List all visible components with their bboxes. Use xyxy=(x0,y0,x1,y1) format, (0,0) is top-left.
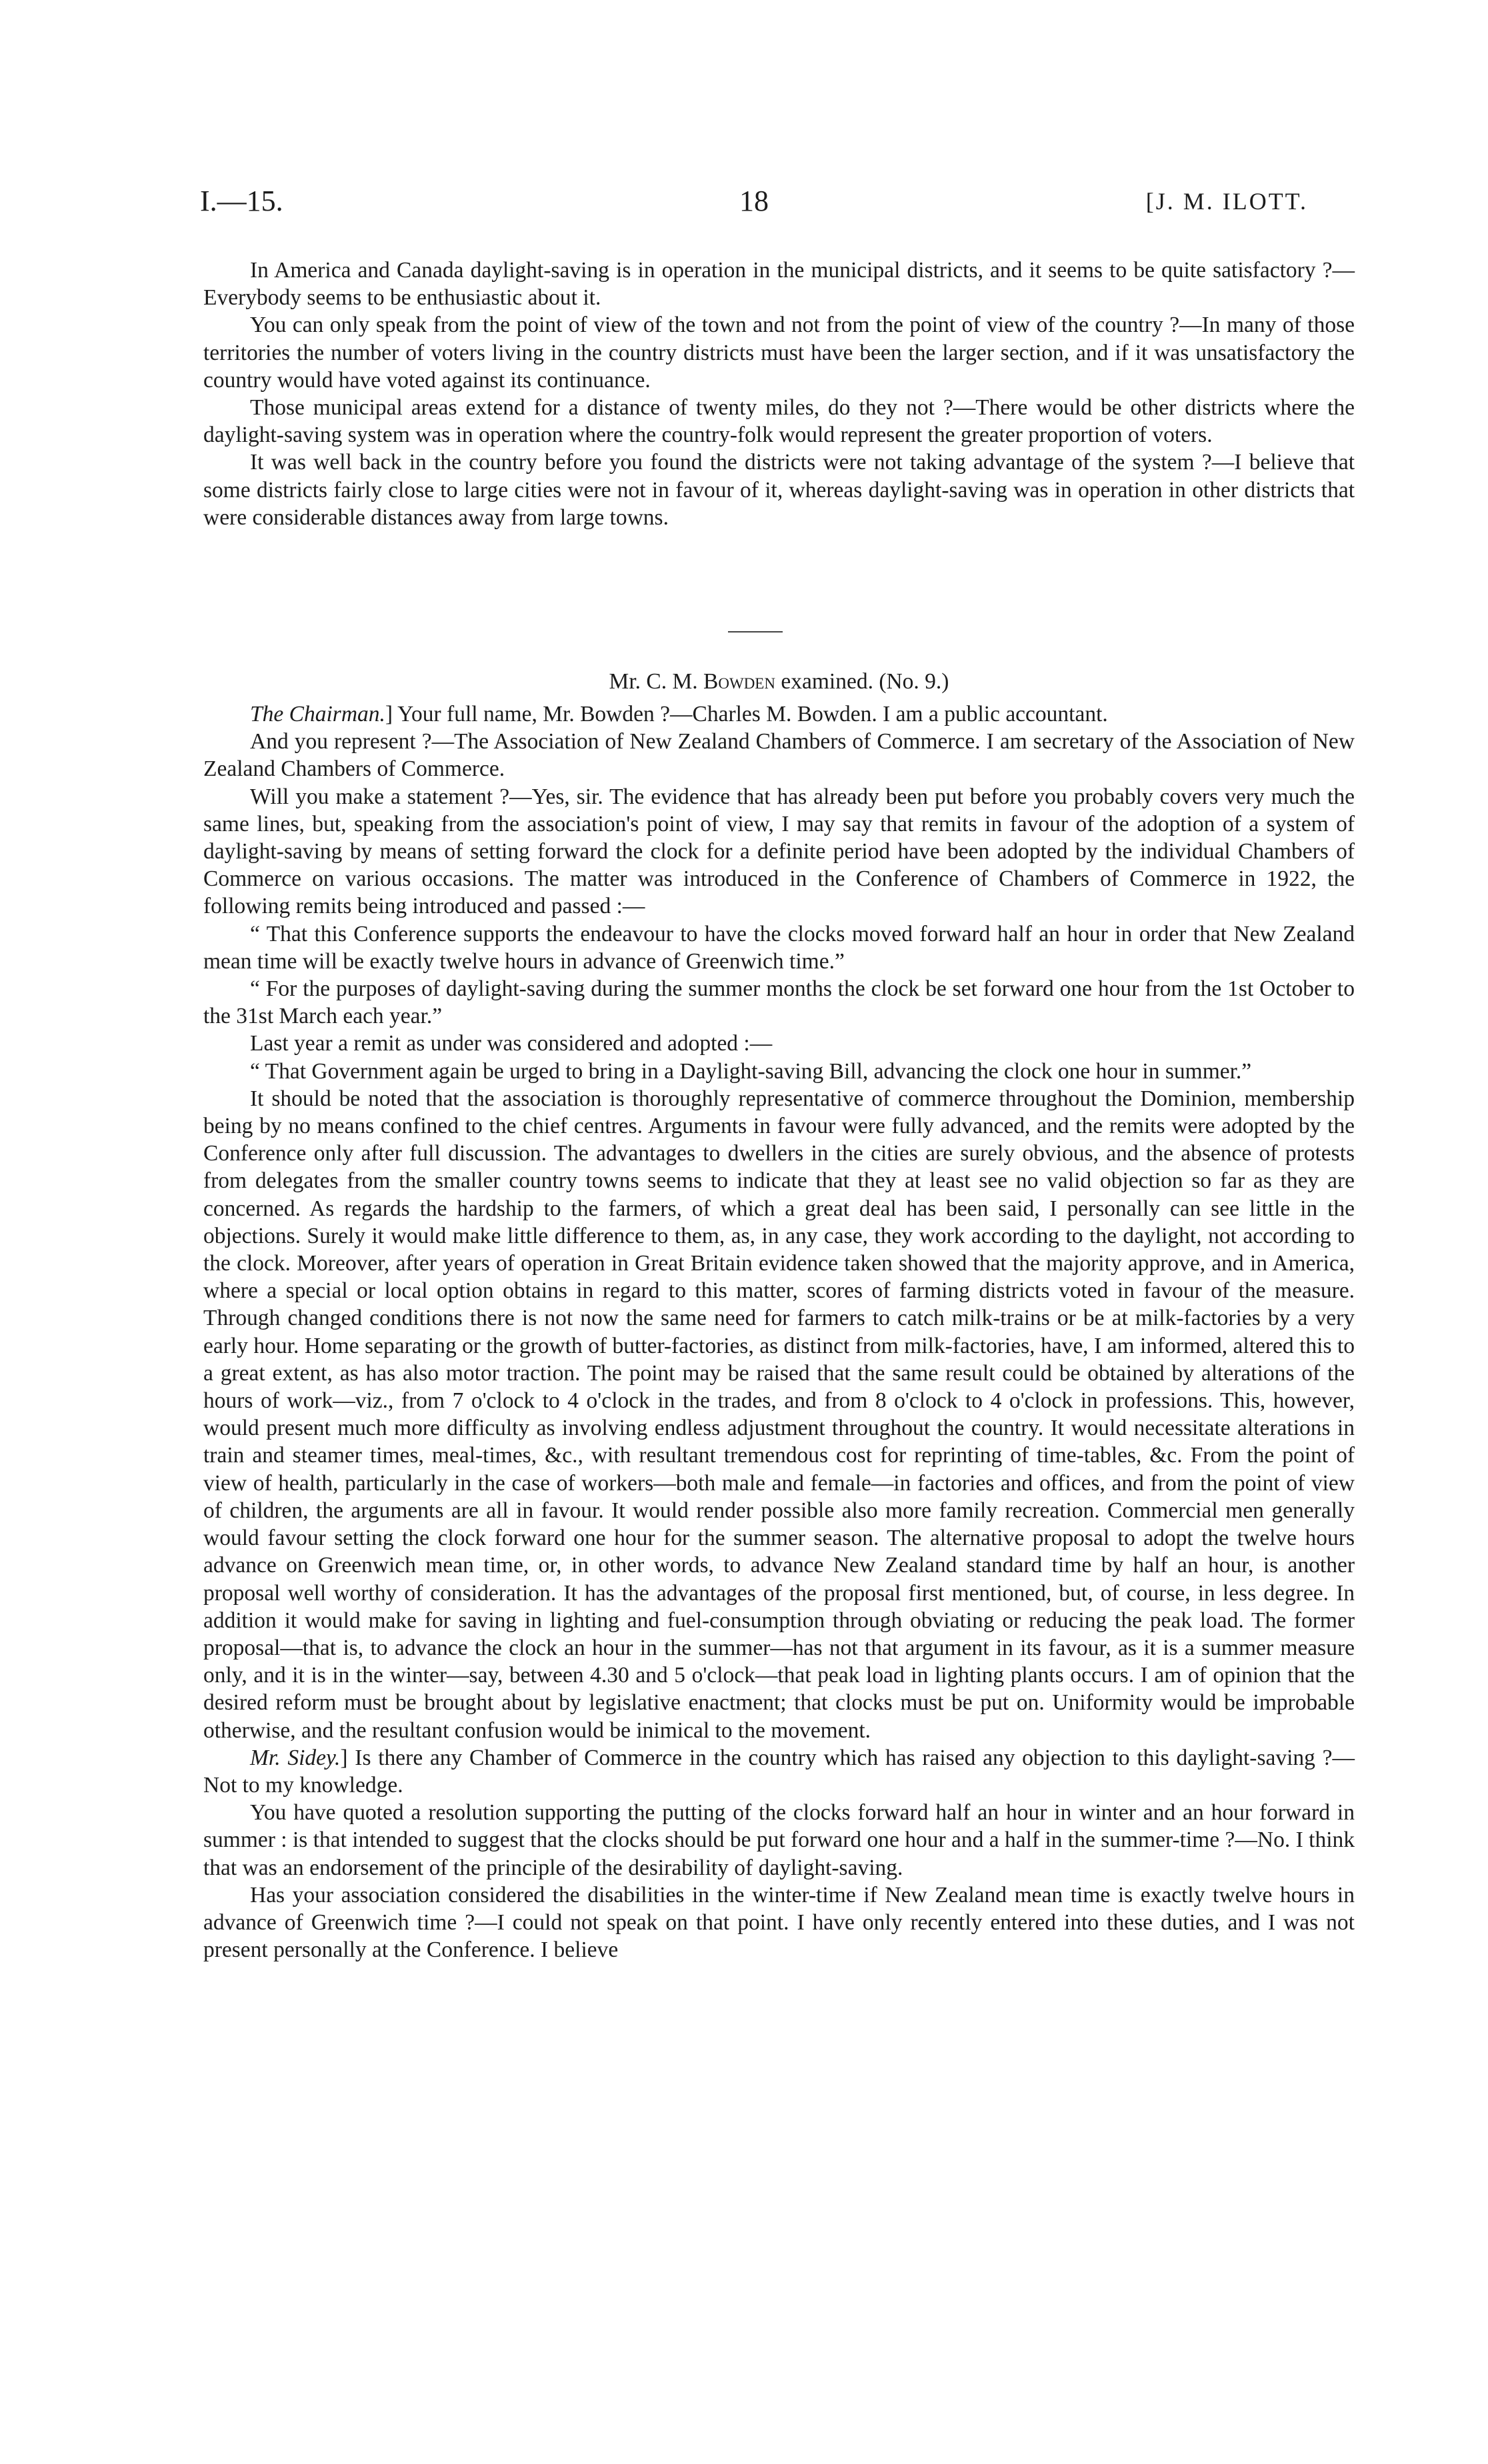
quoted-remit: “ That this Conference supports the endeavour to have the clocks moved forward half an hour in order that New Zealand mean time will be exactly twelve hours in advance of Greenwich time.” xyxy=(203,921,1355,974)
paragraph-text: ] Your full name, Mr. Bowden ?—Charles M. Bowden. I am a public accountant. xyxy=(385,702,1108,726)
paragraph: You have quoted a resolution supporting the putting of the clocks forward half an hour in winter and an hour forward in summer : is that intended to suggest that the clocks should be put forward one hour and a half in the summer-time ?—No. I think that was an endorsement of the principle of the desirability of daylight-saving. xyxy=(203,1800,1355,1880)
paper-reference: I.—15. xyxy=(200,185,283,217)
witness-heading-prefix: Mr. C. M. xyxy=(609,669,704,694)
paragraph: Will you make a statement ?—Yes, sir. The evidence that has already been put before you probably covers very much the same lines, but, speaking from the association's point of view, I may say that remits in favour of the adoption of a system of daylight-saving by means of setting forward the clock for a definite period have been adopted by the individual Chambers of Commerce on various occasions. The matter was introduced in the Conference of Chambers of Commerce in 1922, the following remits being introduced and passed :— xyxy=(203,784,1355,919)
running-head-witness: [J. M. ILOTT. xyxy=(1145,188,1308,215)
witness-surname: Bowden xyxy=(703,669,775,694)
paragraph xyxy=(203,1744,1355,1799)
paragraph: And you represent ?—The Association of New Zealand Chambers of Commerce. I am secretary of the Association of New Zealand Chambers of Commerce. xyxy=(203,729,1355,782)
paragraph: It was well back in the country before you found the districts were not taking advantage of the system ?—I believe that some districts fairly close to large cities were not in favour of it, whereas daylight-saving was in operation in other districts that were considerable distances away from large towns. xyxy=(203,450,1355,530)
speaker-name: Mr. Sidey. xyxy=(250,1745,341,1770)
paragraph: Those municipal areas extend for a distance of twenty miles, do they not ?—There would be other districts where the daylight-saving system was in operation where the country-folk would represent the greater proportion of voters. xyxy=(203,395,1355,448)
paragraph: In America and Canada daylight-saving is in operation in the municipal districts, and it seems to be quite satisfactory ?—Everybody seems to be enthusiastic about it. xyxy=(203,258,1355,311)
bowden-evidence-section xyxy=(203,700,1355,1963)
witness-heading-suffix: examined. (No. 9.) xyxy=(775,669,949,694)
paragraph xyxy=(203,700,1355,728)
previous-evidence-section xyxy=(203,257,1355,531)
section-divider xyxy=(728,631,783,632)
quoted-remit: “ For the purposes of daylight-saving during the summer months the clock be set forward one hour from the 1st October to the 31st March each year.” xyxy=(203,976,1355,1029)
paragraph: It should be noted that the association is thoroughly representative of commerce throughout the Dominion, membership being by no means confined to the chief centres. Arguments in favour were fully advanced, and the remits were adopted by the Conference only after full discussion. The advantages to dwellers in the cities are surely obvious, and the absence of protests from delegates from the smaller country towns seems to indicate that they at least see no valid objection so far as they are concerned. As regards the hardship to the farmers, of which a great deal has been said, I personally can see little in the objections. Surely it would make little difference to them, as, in any case, they work according to the daylight, not according to the clock. Moreover, after years of operation in Great Britain evidence taken showed that the majority approve, and in America, where a special or local option obtains in regard to this matter, scores of farming districts voted in favour of the measure. Through changed conditions there is not now the same need for farmers to catch milk-trains or be at milk-factories by a very early hour. Home separating or the growth of butter-factories, as distinct from milk-factories, have, I am informed, altered this to a great extent, as has also motor traction. The point may be raised that the same result could be obtained by alterations of the hours of work—viz., from 7 o'clock to 4 o'clock in the trades, and from 8 o'clock to 4 o'clock in professions. This, however, would present much more difficulty as involving endless adjustment throughout the country. It would necessitate alterations in train and steamer times, meal-times, &c., with resultant tremendous cost for reprinting of time-tables, &c. From the point of view of health, particularly in the case of workers—both male and female—in factories and offices, and from the point of view of children, the arguments are all in favour. It would render possible also more family recreation. Commercial men generally would favour setting the clock forward one hour for the summer season. The alternative proposal to adopt the twelve hours advance on Greenwich mean time, or, in other words, to advance New Zealand standard time by half an hour, is another proposal well worthy of consideration. It has the advantages of the proposal first mentioned, but, of course, in less degree. In addition it would make for saving in lighting and fuel-consumption through obviating or reducing the peak load. The former proposal—that is, to advance the clock an hour in the summer—has not that argument in its favour, as it is a summer measure only, and it is in the winter—say, between 4.30 and 5 o'clock—that peak load in lighting plants occurs. I am of opinion that the desired reform must be brought about by legislative enactment; that clocks must be put on. Uniformity would be improbable otherwise, and the resultant confusion would be inimical to the movement. xyxy=(203,1086,1355,1743)
quoted-remit: “ That Government again be urged to bring in a Daylight-saving Bill, advancing the clock one hour in summer.” xyxy=(250,1058,1252,1084)
paragraph: Has your association considered the disabilities in the winter-time if New Zealand mean time is exactly twelve hours in advance of Greenwich time ?—I could not speak on that point. I have only recently entered into these duties, and I was not present personally at the Conference. I believe xyxy=(203,1882,1355,1963)
speaker-name: The Chairman. xyxy=(250,702,385,726)
page-number: 18 xyxy=(739,185,769,217)
paragraph-text: ] Is there any Chamber of Commerce in the country which has raised any objection to this daylight-saving ?—Not to my knowledge. xyxy=(203,1745,1355,1798)
paragraph: You can only speak from the point of view of the town and not from the point of view of the country ?—In many of those territories the number of voters living in the country districts must have been the larger section, and if it was unsatisfactory the country would have voted against its continuance. xyxy=(203,313,1355,393)
witness-heading xyxy=(203,668,1355,696)
page-header xyxy=(200,181,1308,221)
paragraph: Last year a remit as under was considered and adopted :— xyxy=(250,1031,773,1056)
